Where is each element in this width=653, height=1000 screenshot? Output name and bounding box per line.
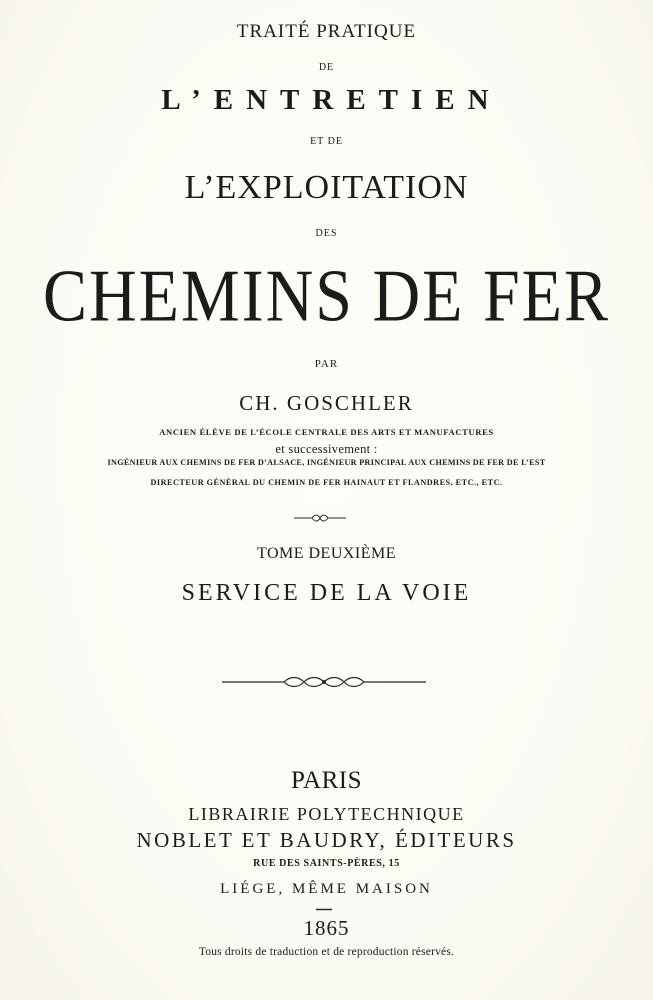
author-credential-ingenieur: INGÉNIEUR AUX CHEMINS DE FER D’ALSACE, INGÉNIEUR PRINCIPAL AUX CHEMINS DE FER DE L’EST bbox=[107, 458, 546, 467]
volume-label: TOME DEUXIÈME bbox=[256, 545, 397, 562]
large-ornament-divider bbox=[222, 675, 426, 689]
connector-par: PAR bbox=[314, 358, 339, 370]
author-credential-successivement: et successivement : bbox=[275, 442, 378, 456]
heading-exploitation: L’EXPLOITATION bbox=[184, 169, 469, 206]
heading-entretien: L’ENTRETIEN bbox=[161, 84, 502, 116]
author-name: CH. GOSCHLER bbox=[239, 391, 414, 415]
publisher-branch: LIÉGE, MÊME MAISON bbox=[220, 881, 433, 897]
publication-year: 1865 bbox=[303, 916, 350, 940]
connector-et-de: ET DE bbox=[310, 136, 343, 147]
heading-chemins-de-fer: CHEMINS DE FER bbox=[42, 255, 611, 338]
rights-notice: Tous droits de traduction et de reproduction réservés. bbox=[198, 946, 455, 958]
author-credential-directeur: DIRECTEUR GÉNÉRAL DU CHEMIN DE FER HAINAUT ET FLANDRES, ETC., ETC. bbox=[150, 478, 503, 487]
author-credential-ancien: ANCIEN ÉLÈVE DE L’ÉCOLE CENTRALE DES ARTS ET MANUFACTURES bbox=[159, 427, 494, 437]
publisher-address: RUE DES SAINTS-PÈRES, 15 bbox=[253, 858, 400, 869]
publisher-editeurs: NOBLET ET BAUDRY, ÉDITEURS bbox=[136, 828, 517, 852]
publisher-librairie: LIBRAIRIE POLYTECHNIQUE bbox=[188, 804, 465, 824]
connector-des: DES bbox=[315, 228, 338, 239]
volume-subject: SERVICE DE LA VOIE bbox=[181, 580, 472, 606]
connector-de: DE bbox=[318, 62, 335, 73]
heading-traite-pratique: TRAITÉ PRATIQUE bbox=[236, 21, 417, 42]
year-dash-rule bbox=[316, 908, 332, 911]
small-ornament-divider bbox=[294, 512, 346, 524]
publication-city: PARIS bbox=[290, 767, 363, 794]
